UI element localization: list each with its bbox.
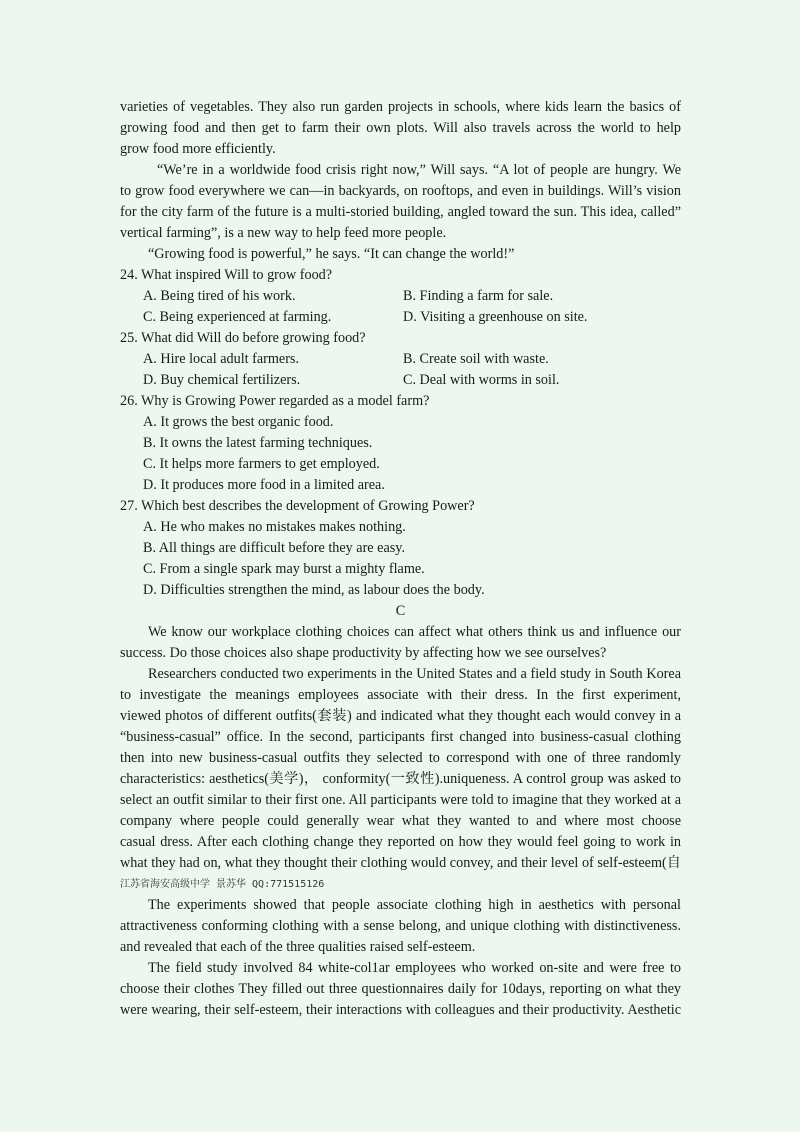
text-line: growing food and then get to farm their own plots. Will also travels across the world to help bbox=[120, 120, 681, 136]
option: C. Being experienced at farming. bbox=[143, 309, 332, 325]
text-line: attractiveness conforming clothing with a sense belong, and unique clothing with distinctiveness. bbox=[120, 918, 681, 934]
text-line: “Growing food is powerful,” he says. “It can change the world!” bbox=[148, 246, 515, 262]
document-page bbox=[120, 97, 681, 1021]
section-heading: C bbox=[395, 603, 406, 619]
option: A. He who makes no mistakes makes nothing. bbox=[143, 519, 406, 535]
option-row bbox=[120, 307, 681, 328]
option: D. It produces more food in a limited area. bbox=[143, 477, 385, 493]
option: B. All things are difficult before they are easy. bbox=[143, 540, 405, 556]
text-line: The experiments showed that people associate clothing high in aesthetics with personal bbox=[148, 897, 681, 913]
text-line: company where people could generally wear what they wanted to and where most choose bbox=[120, 813, 681, 829]
option: A. Being tired of his work. bbox=[143, 288, 296, 304]
option-row bbox=[120, 370, 681, 391]
text-line: success. Do those choices also shape productivity by affecting how we see ourselves? bbox=[120, 645, 607, 661]
question-stem: 24. What inspired Will to grow food? bbox=[120, 267, 333, 283]
text-line: what they had on, what they thought their clothing would convey, and their level of self-esteem(自 bbox=[120, 855, 681, 871]
question-stem: 27. Which best describes the development of Growing Power? bbox=[120, 498, 475, 514]
text-line: for the city farm of the future is a multi-storied building, angled toward the sun. This idea, called” bbox=[120, 204, 681, 220]
text-line: characteristics: aesthetics(美学)， conformity(一致性).uniqueness. A control group was asked to bbox=[120, 771, 681, 787]
option-row bbox=[120, 349, 681, 370]
option: B. Finding a farm for sale. bbox=[403, 288, 554, 304]
text-line: We know our workplace clothing choices can affect what others think us and influence our bbox=[148, 624, 681, 640]
option: A. Hire local adult farmers. bbox=[143, 351, 300, 367]
option: C. From a single spark may burst a mighty flame. bbox=[143, 561, 425, 577]
text-line: choose their clothes They filled out three questionnaires daily for 10days, reporting on what they bbox=[120, 981, 681, 997]
text-line: to investigate the meanings employees associate with their dress. In the first experiment, bbox=[120, 687, 681, 703]
text-line: grow food more efficiently. bbox=[120, 141, 276, 157]
text-line: were wearing, their self-esteem, their interactions with colleagues and their productivity. Aesthetic bbox=[120, 1002, 681, 1018]
question-stem: 25. What did Will do before growing food? bbox=[120, 330, 366, 346]
text-line: The field study involved 84 white-col1ar employees who worked on-site and were free to bbox=[148, 960, 681, 976]
text-line: Researchers conducted two experiments in the United States and a field study in South Korea bbox=[148, 666, 681, 682]
option: D. Difficulties strengthen the mind, as labour does the body. bbox=[143, 582, 485, 598]
text-line: “We’re in a worldwide food crisis right now,” Will says. “A lot of people are hungry. We bbox=[157, 162, 681, 178]
question-stem: 26. Why is Growing Power regarded as a model farm? bbox=[120, 393, 430, 409]
text-line: vertical farming”, is a new way to help feed more people. bbox=[120, 225, 447, 241]
text-line: then into new business-casual outfits they selected to correspond with one of three randomly bbox=[120, 750, 681, 766]
option: B. Create soil with waste. bbox=[403, 351, 549, 367]
option: C. Deal with worms in soil. bbox=[403, 372, 560, 388]
option: D. Visiting a greenhouse on site. bbox=[403, 309, 588, 325]
option-row bbox=[120, 286, 681, 307]
text-line: to grow food everywhere we can—in backyards, on rooftops, and even in buildings. Will’s vision bbox=[120, 183, 681, 199]
text-line: “business-casual” office. In the second, participants first changed into business-casual clothing bbox=[120, 729, 681, 745]
text-line: select an outfit similar to their first one. All participants were told to imagine that they worked at a bbox=[120, 792, 681, 808]
text-line: varieties of vegetables. They also run garden projects in schools, where kids learn the basics of bbox=[120, 99, 681, 115]
text-line: and revealed that each of the three qualities raised self-esteem. bbox=[120, 939, 476, 955]
text-line: viewed photos of different outfits(套装) and indicated what they thought each would convey in a bbox=[120, 708, 681, 724]
option: C. It helps more farmers to get employed. bbox=[143, 456, 380, 472]
option: A. It grows the best organic food. bbox=[143, 414, 334, 430]
option: D. Buy chemical fertilizers. bbox=[143, 372, 301, 388]
watermark-text: 江苏省海安高级中学 景苏华 QQ:771515126 bbox=[120, 879, 325, 890]
text-line: casual dress. After each clothing change they reported on how they would feel going to work in bbox=[120, 834, 681, 850]
option: B. It owns the latest farming techniques. bbox=[143, 435, 373, 451]
